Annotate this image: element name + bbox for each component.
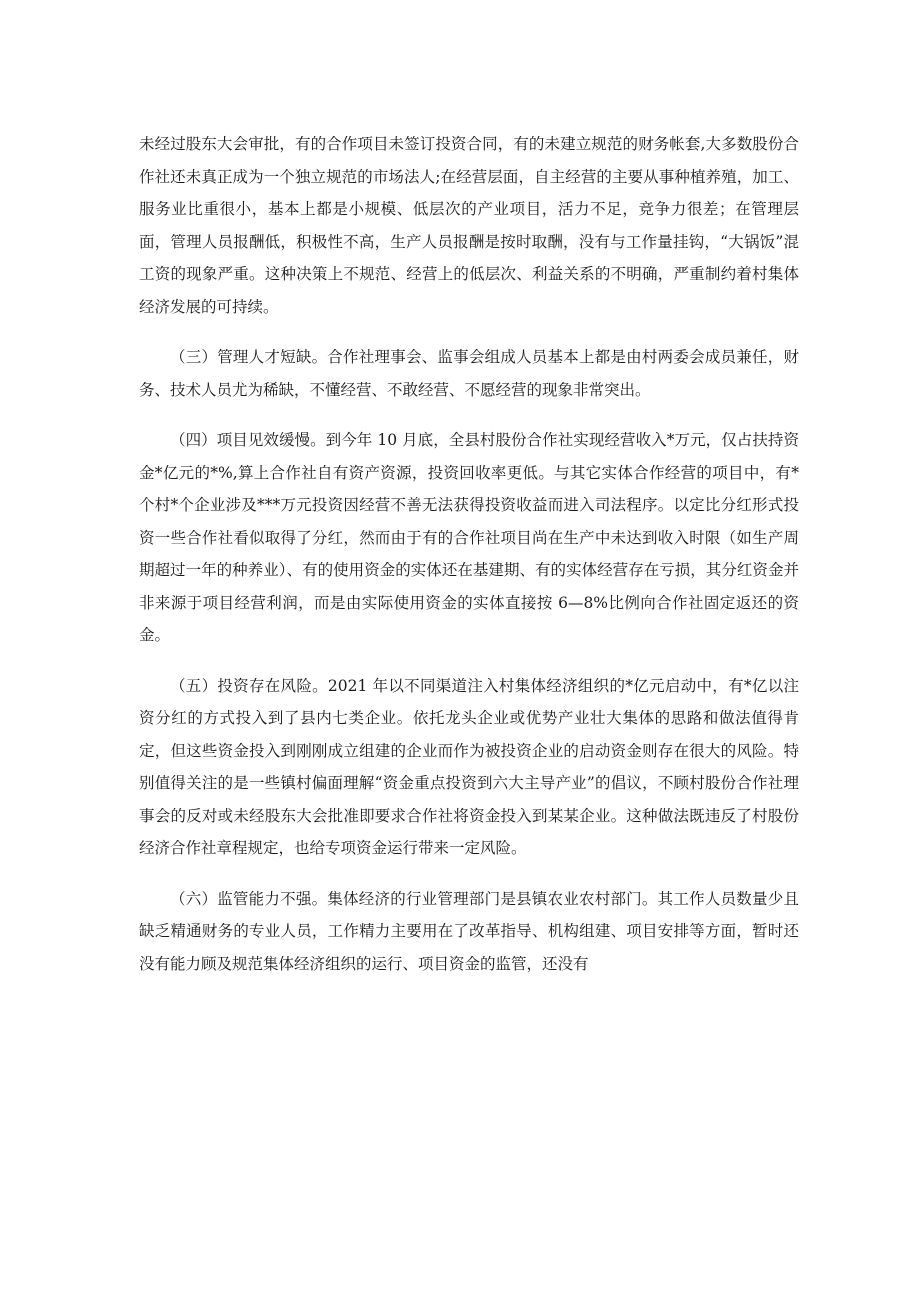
paragraph-section-6: （六）监管能力不强。集体经济的行业管理部门是县镇农业农村部门。其工作人员数量少且缺乏精通财务的专业人员，工作精力主要用在了改革指导、机构组建、项目安排等方面，暂时还没有能力顾及规范集体经济组织的运行、项目资金的监管，还没有 bbox=[139, 889, 799, 973]
paragraph-section-5: （五）投资存在风险。2021 年以不同渠道注入村集体经济组织的*亿元启动中，有*亿以注资分红的方式投入到了县内七类企业。依托龙头企业或优势产业壮大集体的思路和做法值得肯定，但这些资金投入到刚刚成立组建的企业而作为被投资企业的启动资金则存在很大的风险。特别值得关注的是一些镇村偏面理解“资金重点投资到六大主导产业”的倡议，不顾村股份合作社理事会的反对或未经股东大会批准即要求合作社将资金投入到某某企业。这种做法既违反了村股份经济合作社章程规定，也给专项资金运行带来一定风险。 bbox=[139, 676, 799, 857]
paragraph-continuation: 未经过股东大会审批，有的合作项目未签订投资合同，有的未建立规范的财务帐套,大多数股份合作社还未真正成为一个独立规范的市场法人;在经营层面，自主经营的主要从事种植养殖，加工、服务业比重很小，基本上都是小规模、低层次的产业项目，活力不足，竞争力很差；在管理层面，管理人员报酬低，积极性不高，生产人员报酬是按时取酬，没有与工作量挂钩，“大锅饭”混工资的现象严重。这种决策上不规范、经营上的低层次、利益关系的不明确，严重制约着村集体经济发展的可持续。 bbox=[139, 135, 799, 316]
document-body bbox=[139, 128, 799, 998]
paragraph-section-3: （三）管理人才短缺。合作社理事会、监事会组成人员基本上都是由村两委会成员兼任，财务、技术人员尤为稀缺，不懂经营、不敢经营、不愿经营的现象非常突出。 bbox=[139, 348, 799, 399]
paragraph-section-4: （四）项目见效缓慢。到今年 10 月底，全县村股份合作社实现经营收入*万元，仅占扶持资金*亿元的*%,算上合作社自有资产资源，投资回收率更低。与其它实体合作经营的项目中，有*个村*个企业涉及***万元投资因经营不善无法获得投资收益而进入司法程序。以定比分红形式投资一些合作社看似取得了分红，然而由于有的合作社项目尚在生产中未达到收入时限（如生产周期超过一年的种养业）、有的使用资金的实体还在基建期、有的实体经营存在亏损，其分红资金并非来源于项目经营利润，而是由实际使用资金的实体直接按 6—8%比例向合作社固定返还的资金。 bbox=[139, 431, 799, 644]
